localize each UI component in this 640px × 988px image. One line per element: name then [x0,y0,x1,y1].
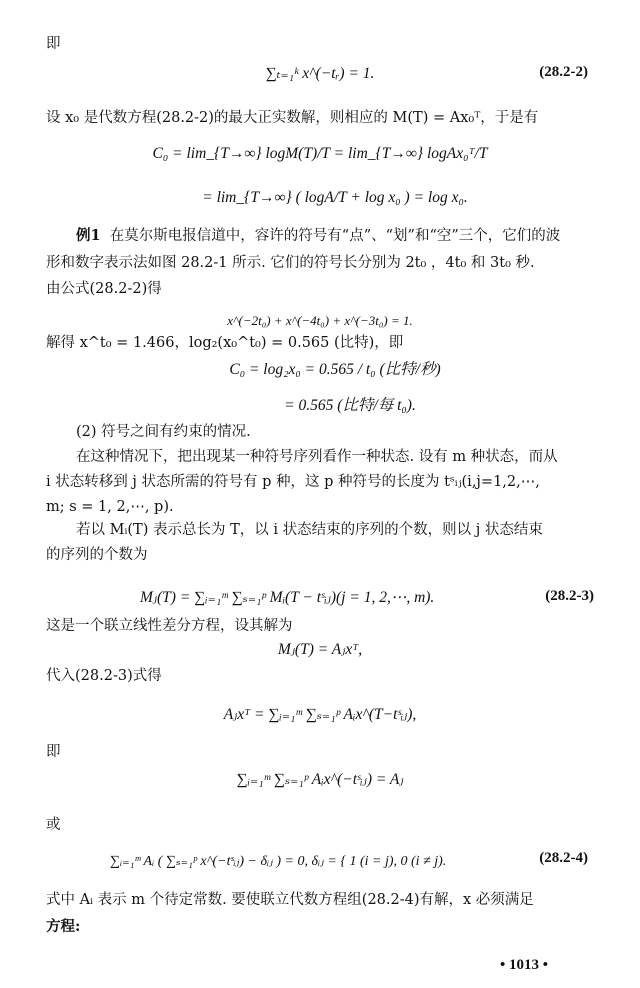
text-line: 即 [46,744,61,760]
equation: C₀ = log₂x₀ = 0.565 / t₀ (比特/秒) [229,361,441,378]
text-line: 这是一个联立线性差分方程，设其解为 [46,618,293,634]
equation: C₀ = lim_{T→∞} logM(T)/T = lim_{T→∞} logAx₀ᵀ/T [152,145,488,162]
equation-number: (28.2-3) [545,588,594,604]
text-line: 形和数字表示法如图 28.2-1 所示. 它们的符号长分别为 2t₀ ，4t₀ 和 3t₀ 秒. [46,255,535,271]
text-line: 解得 x^t₀ = 1.466，log₂(x₀^t₀) = 0.565 (比特)，即 [46,335,404,351]
text-line: 设 x₀ 是代数方程(28.2-2)的最大正实数解，则相应的 M(T) = Ax₀ᵀ，于是有 [46,110,539,126]
equation: ∑ₜ₌₁ᵏ x^(−tᵣ) = 1. [265,65,375,82]
text-line: 在这种情况下，把出现某一种符号序列看作一种状态. 设有 m 种状态，而从 [76,449,558,465]
equation: ∑ᵢ₌₁ᵐ ∑ₛ₌₁ᵖ Aᵢx^(−tˢᵢⱼ) = Aⱼ [236,771,404,788]
equation-number: (28.2-2) [539,64,588,80]
text-line: 或 [46,817,61,833]
text-line: 式中 Aᵢ 表示 m 个待定常数. 要使联立代数方程组(28.2-4)有解，x 必须满足 [46,892,534,908]
text-line: 代入(28.2-3)式得 [46,668,162,684]
text-line: (2) 符号之间有约束的情况. [76,424,251,440]
equation-number: (28.2-4) [539,850,588,866]
equation: Mⱼ(T) = ∑ᵢ₌₁ᵐ ∑ₛ₌₁ᵖ Mᵢ(T − tˢᵢⱼ)(j = 1, 2,⋯, m). [140,589,435,606]
text-line: 方程: [46,918,81,935]
text-line: m; s = 1, 2,⋯, p). [46,499,174,515]
equation: Aⱼxᵀ = ∑ᵢ₌₁ᵐ ∑ₛ₌₁ᵖ Aᵢx^(T−tˢᵢⱼ), [223,706,417,723]
equation: Mⱼ(T) = Aⱼxᵀ, [277,641,363,658]
page-number: • 1013 • [500,957,549,973]
text-line [76,226,560,246]
text-line: 由公式(28.2-2)得 [46,281,162,297]
equation: x^(−2t₀) + x^(−4t₀) + x^(−3t₀) = 1. [227,313,413,328]
text-line: 若以 Mᵢ(T) 表示总长为 T，以 i 状态结束的序列的个数，则以 j 状态结束 [76,522,543,538]
equation: = 0.565 (比特/每 t₀). [284,397,416,414]
equation: = lim_{T→∞} ( logA/T + log x₀ ) = log x₀. [202,189,468,206]
text: 在莫尔斯电报信道中，容许的符号有“点”、“划”和“空”三个，它们的波 [109,228,561,244]
text-line: i 状态转移到 j 状态所需的符号有 p 种，这 p 种符号的长度为 tˢᵢⱼ(i,j=1,2,⋯, [46,474,540,490]
example-label: 例1 [76,227,101,244]
text-line: 的序列的个数为 [46,547,148,563]
equation: ∑ᵢ₌₁ᵐ Aᵢ ( ∑ₛ₌₁ᵖ x^(−tˢᵢⱼ) − δᵢⱼ ) = 0, δᵢⱼ = { 1 (i = j), 0 (i ≠ j). [110,854,447,869]
text-line: 即 [46,36,61,52]
